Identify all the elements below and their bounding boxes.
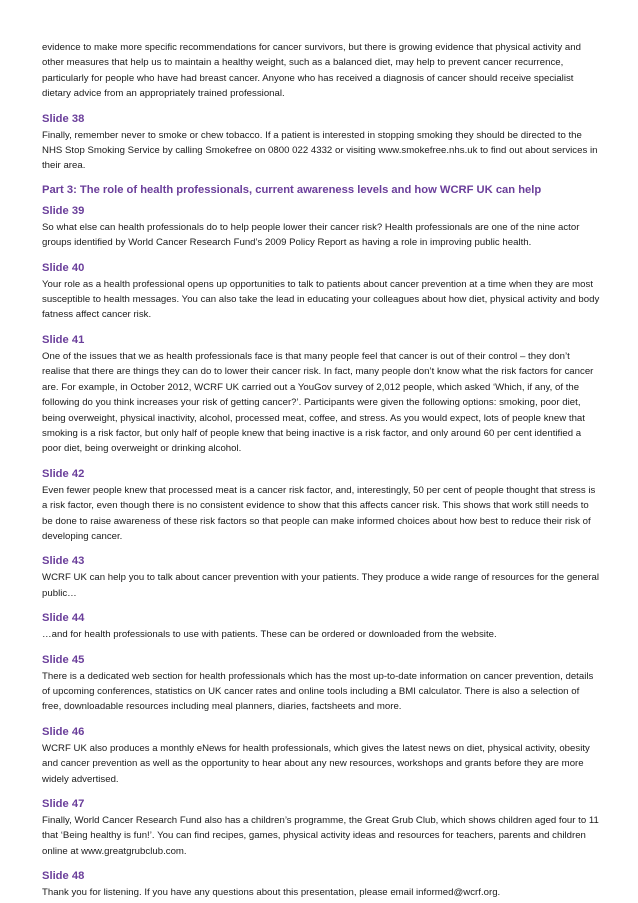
slide-section — [42, 554, 600, 601]
slide-paragraph: …and for health professionals to use with patients. These can be ordered or downloaded from the website. — [42, 629, 497, 641]
slide-section — [42, 611, 600, 642]
slide-section — [42, 797, 600, 859]
slide-paragraph: Your role as a health professional opens up opportunities to talk to patients about cancer prevention at a time when they are most susceptible to health messages. You can also take the lead in educating your colleagues about how diet, physical activity and body fatness affect cancer risk. — [42, 278, 600, 321]
slide-section — [42, 261, 600, 323]
slide-paragraph: WCRF UK also produces a monthly eNews for health professionals, which gives the latest news on diet, physical activity, obesity and cancer prevention as well as the opportunity to hear about any new resources, workshops and grants before they are more widely advertised. — [42, 742, 590, 785]
slide-section — [42, 653, 600, 715]
slide-paragraph: Even fewer people knew that processed meat is a cancer risk factor, and, interestingly, 50 per cent of people thought that stress is a risk factor, even though there is no consistent evidence to show that this affects cancer risk. This shows that work still needs to be done to raise awareness of these risk factors so that people can make informed choices about how best to reduce their risk of developing cancer. — [42, 484, 596, 542]
slide-heading: Slide 45 — [42, 653, 85, 666]
slide-heading: Slide 38 — [42, 112, 85, 125]
slide-heading: Slide 40 — [42, 261, 85, 274]
slide-section — [42, 333, 600, 457]
slide-section — [42, 869, 600, 900]
slide-heading: Slide 44 — [42, 612, 85, 625]
slide-section — [42, 725, 600, 787]
slide-heading: Slide 41 — [42, 333, 85, 346]
slide-section — [42, 112, 600, 174]
slide-heading: Slide 39 — [42, 204, 85, 217]
slide-heading: Slide 48 — [42, 870, 85, 883]
slide-paragraph: There is a dedicated web section for health professionals which has the most up-to-date information on cancer prevention, details of upcoming conferences, statistics on UK cancer rates and online tools including a BMI calculator. There is also a selection of free, downloadable resources including meal planners, diaries, factsheets and more. — [42, 670, 594, 713]
slide-paragraph: WCRF UK can help you to talk about cancer prevention with your patients. They produce a wide range of resources for the general public… — [42, 572, 599, 599]
slide-paragraph: So what else can health professionals do to help people lower their cancer risk? Health professionals are one of the nine actor groups identified by World Cancer Research Fund’s 2009 Policy Report as having a role in improving public health. — [42, 221, 580, 249]
slide-paragraph: One of the issues that we as health professionals face is that many people feel that cancer is out of their control – they don’t realise that there are things they can do to lower their cancer risk. In fact, many people don’t know what the risk factors for cancer are. For example, in October 2012, WCRF UK carried out a YouGov survey of 2,012 people, which asked ‘Which, if any, of the following do you think increases your risk of getting cancer?’. Participants were given the following options: smoking, poor diet, being overweight, physical inactivity, alcohol, processed meat, coffee, and stress. As you would expect, lots of people knew that smoking is a risk factor, but only half of people knew that being inactive is a risk factor, and only around 60 per cent identified a poor diet, being overweight or drinking alcohol. — [42, 350, 594, 455]
slide-heading: Slide 47 — [42, 798, 85, 810]
part-heading: Part 3: The role of health professionals, current awareness levels and how WCRF UK can help — [42, 183, 542, 196]
slide-paragraph: Thank you for listening. If you have any questions about this presentation, please email informed@wcrf.org. — [42, 887, 501, 899]
slide-heading: Slide 43 — [42, 555, 85, 568]
slide-heading: Slide 42 — [42, 467, 85, 480]
slide-section — [42, 204, 600, 251]
slide-section — [42, 467, 600, 545]
intro-paragraph: evidence to make more specific recommendations for cancer survivors, but there is growing evidence that physical activity and other measures that help us to maintain a healthy weight, such as a balanced diet, may help to prevent cancer recurrence, particularly for people who have had breast cancer. Anyone who has received a diagnosis of cancer should receive specialist dietary advice from an appropriately trained professional. — [42, 42, 581, 100]
slide-paragraph: Finally, remember never to smoke or chew tobacco. If a patient is interested in stopping smoking they should be directed to the NHS Stop Smoking Service by calling Smokefree on 0800 022 4332 or visiting www.smokefree.nhs.uk to find out about services in their area. — [42, 129, 598, 172]
slide-paragraph: Finally, World Cancer Research Fund also has a children’s programme, the Great Grub Club, which shows children aged four to 11 that ‘Being healthy is fun!’. You can find recipes, games, physical activity ideas and resources for teachers, parents and children online at www.greatgrubclub.com. — [42, 815, 599, 857]
slide-heading: Slide 46 — [42, 725, 85, 738]
